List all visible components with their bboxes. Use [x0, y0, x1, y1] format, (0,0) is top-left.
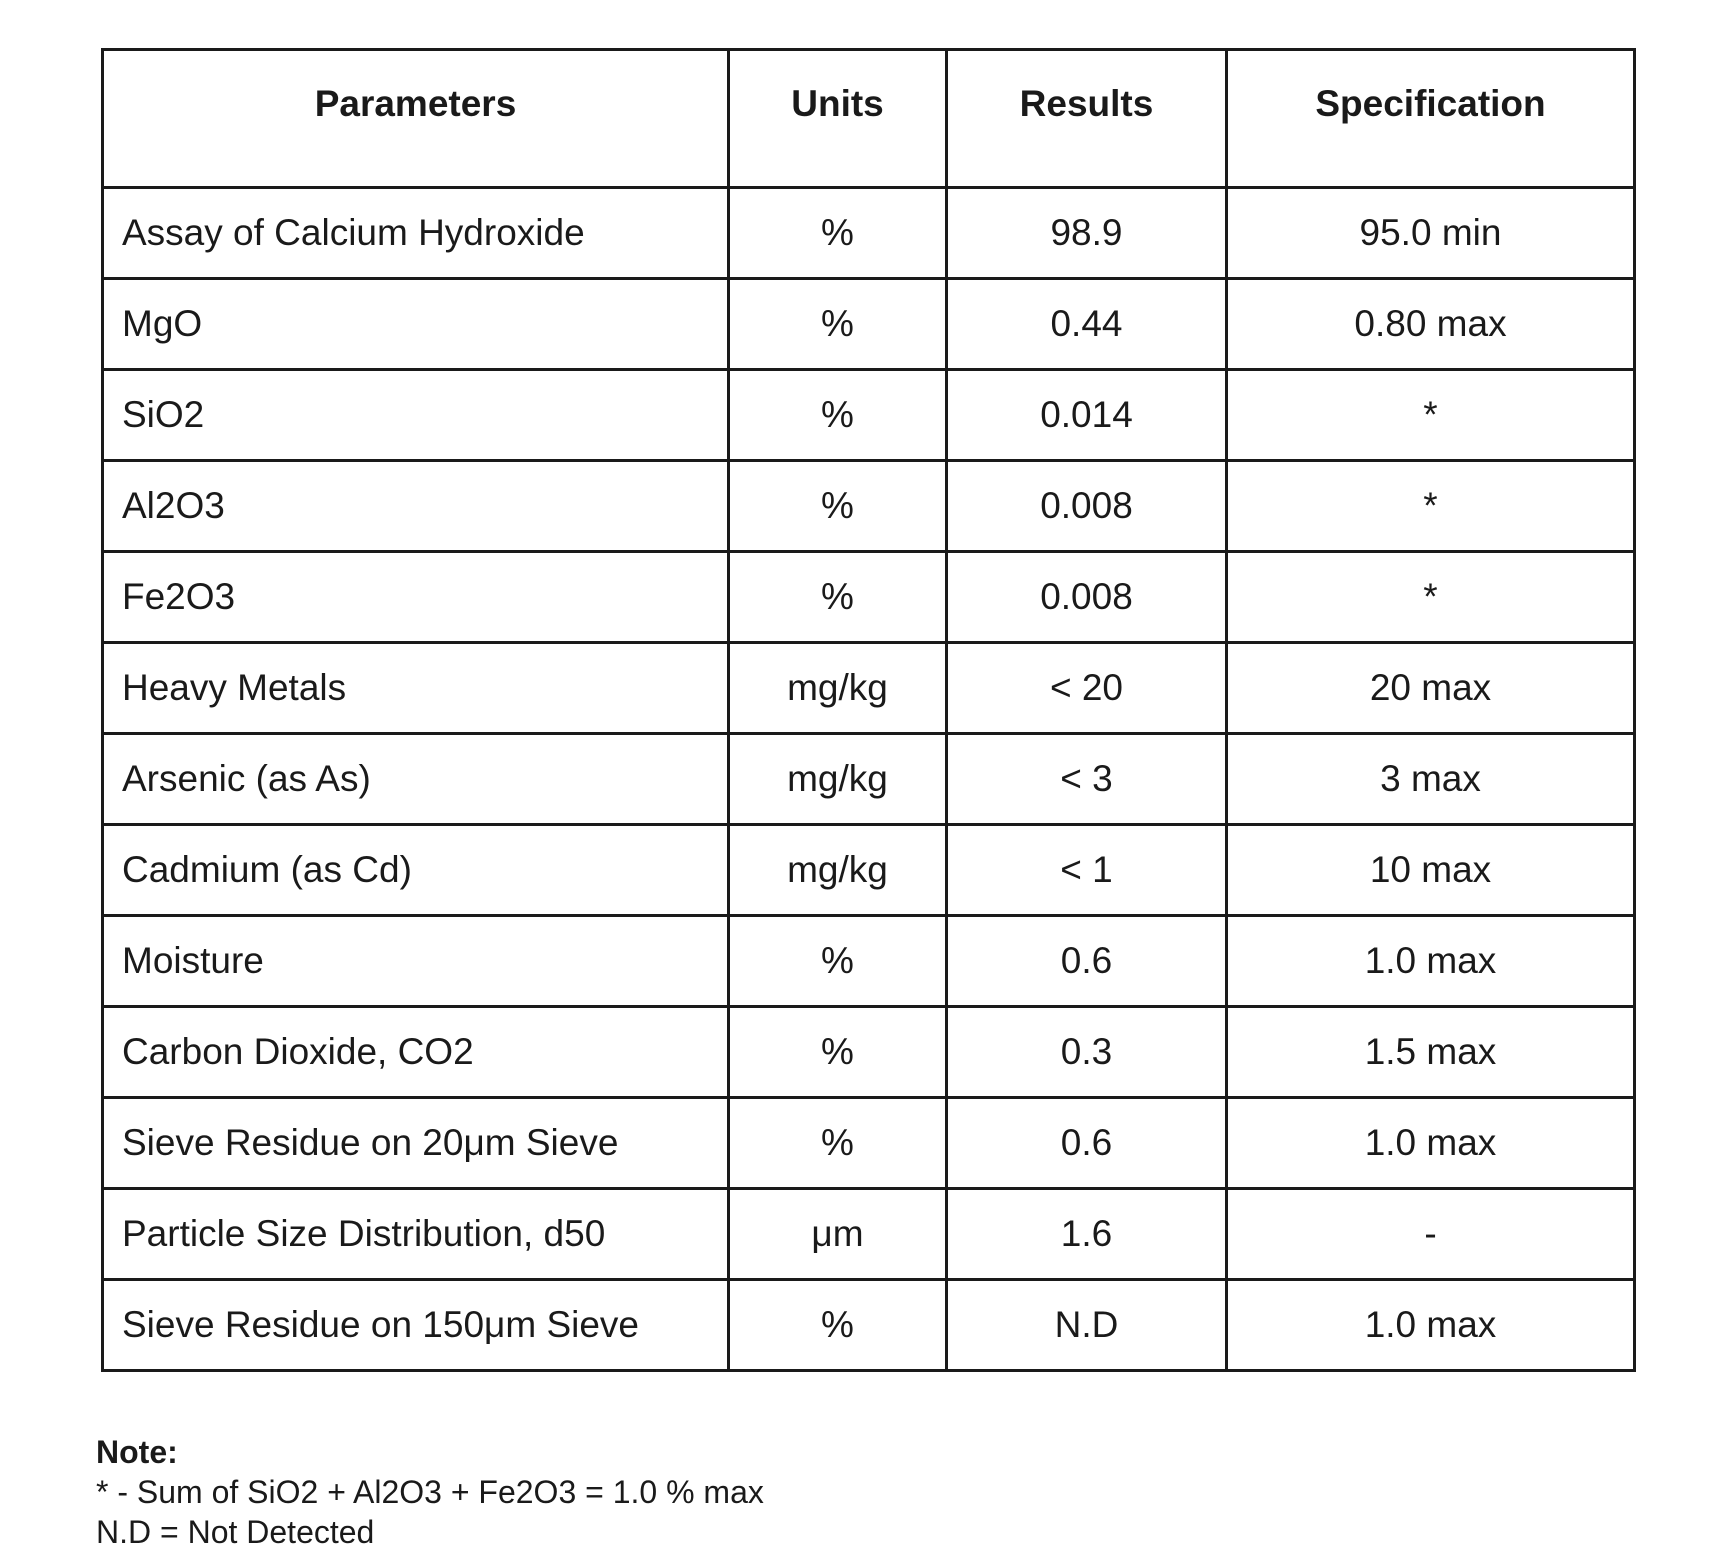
cell-specification: 3 max: [1227, 734, 1635, 825]
cell-unit: %: [729, 370, 947, 461]
header-parameters: Parameters: [103, 50, 729, 188]
table-row: [103, 734, 1635, 825]
cell-unit: %: [729, 552, 947, 643]
table-row: [103, 1189, 1635, 1280]
cell-result: 98.9: [947, 188, 1227, 279]
cell-unit: %: [729, 279, 947, 370]
cell-specification: *: [1227, 552, 1635, 643]
table-row: [103, 279, 1635, 370]
cell-parameter: Sieve Residue on 150μm Sieve: [103, 1280, 729, 1371]
cell-unit: μm: [729, 1189, 947, 1280]
cell-unit: %: [729, 916, 947, 1007]
cell-unit: mg/kg: [729, 825, 947, 916]
note-line-sum: * - Sum of SiO2 + Al2O3 + Fe2O3 = 1.0 % max: [96, 1474, 764, 1510]
cell-parameter: Particle Size Distribution, d50: [103, 1189, 729, 1280]
cell-parameter: Cadmium (as Cd): [103, 825, 729, 916]
cell-unit: %: [729, 1098, 947, 1189]
table-row: [103, 461, 1635, 552]
table-row: [103, 1280, 1635, 1371]
cell-parameter: Al2O3: [103, 461, 729, 552]
notes-title: Note:: [96, 1434, 178, 1470]
header-units: Units: [729, 50, 947, 188]
cell-unit: mg/kg: [729, 734, 947, 825]
table-row: [103, 825, 1635, 916]
cell-result: 0.44: [947, 279, 1227, 370]
cell-specification: 0.80 max: [1227, 279, 1635, 370]
cell-parameter: MgO: [103, 279, 729, 370]
table-row: [103, 188, 1635, 279]
cell-specification: 10 max: [1227, 825, 1635, 916]
cell-parameter: Moisture: [103, 916, 729, 1007]
cell-unit: %: [729, 1280, 947, 1371]
table-header-row: [103, 50, 1635, 188]
cell-result: 1.6: [947, 1189, 1227, 1280]
cell-result: 0.3: [947, 1007, 1227, 1098]
cell-parameter: Heavy Metals: [103, 643, 729, 734]
cell-result: < 20: [947, 643, 1227, 734]
table-row: [103, 1007, 1635, 1098]
cell-specification: *: [1227, 370, 1635, 461]
cell-specification: 1.0 max: [1227, 1098, 1635, 1189]
table-row: [103, 1098, 1635, 1189]
cell-unit: mg/kg: [729, 643, 947, 734]
cell-specification: 1.5 max: [1227, 1007, 1635, 1098]
notes-section: [96, 1432, 764, 1552]
cell-parameter: Assay of Calcium Hydroxide: [103, 188, 729, 279]
cell-specification: *: [1227, 461, 1635, 552]
cell-result: 0.6: [947, 916, 1227, 1007]
cell-result: 0.008: [947, 552, 1227, 643]
cell-specification: -: [1227, 1189, 1635, 1280]
cell-result: < 3: [947, 734, 1227, 825]
cell-unit: %: [729, 188, 947, 279]
header-results: Results: [947, 50, 1227, 188]
cell-result: 0.6: [947, 1098, 1227, 1189]
header-specification: Specification: [1227, 50, 1635, 188]
cell-result: 0.008: [947, 461, 1227, 552]
table-row: [103, 916, 1635, 1007]
cell-parameter: Arsenic (as As): [103, 734, 729, 825]
cell-unit: %: [729, 1007, 947, 1098]
note-line-nd: N.D = Not Detected: [96, 1514, 375, 1550]
cell-specification: 1.0 max: [1227, 916, 1635, 1007]
cell-parameter: Carbon Dioxide, CO2: [103, 1007, 729, 1098]
cell-parameter: SiO2: [103, 370, 729, 461]
table-row: [103, 552, 1635, 643]
table-row: [103, 370, 1635, 461]
table-row: [103, 643, 1635, 734]
cell-result: 0.014: [947, 370, 1227, 461]
cell-specification: 20 max: [1227, 643, 1635, 734]
cell-result: N.D: [947, 1280, 1227, 1371]
cell-parameter: Fe2O3: [103, 552, 729, 643]
specification-table: [101, 48, 1636, 1372]
cell-unit: %: [729, 461, 947, 552]
cell-specification: 1.0 max: [1227, 1280, 1635, 1371]
cell-parameter: Sieve Residue on 20μm Sieve: [103, 1098, 729, 1189]
cell-result: < 1: [947, 825, 1227, 916]
cell-specification: 95.0 min: [1227, 188, 1635, 279]
